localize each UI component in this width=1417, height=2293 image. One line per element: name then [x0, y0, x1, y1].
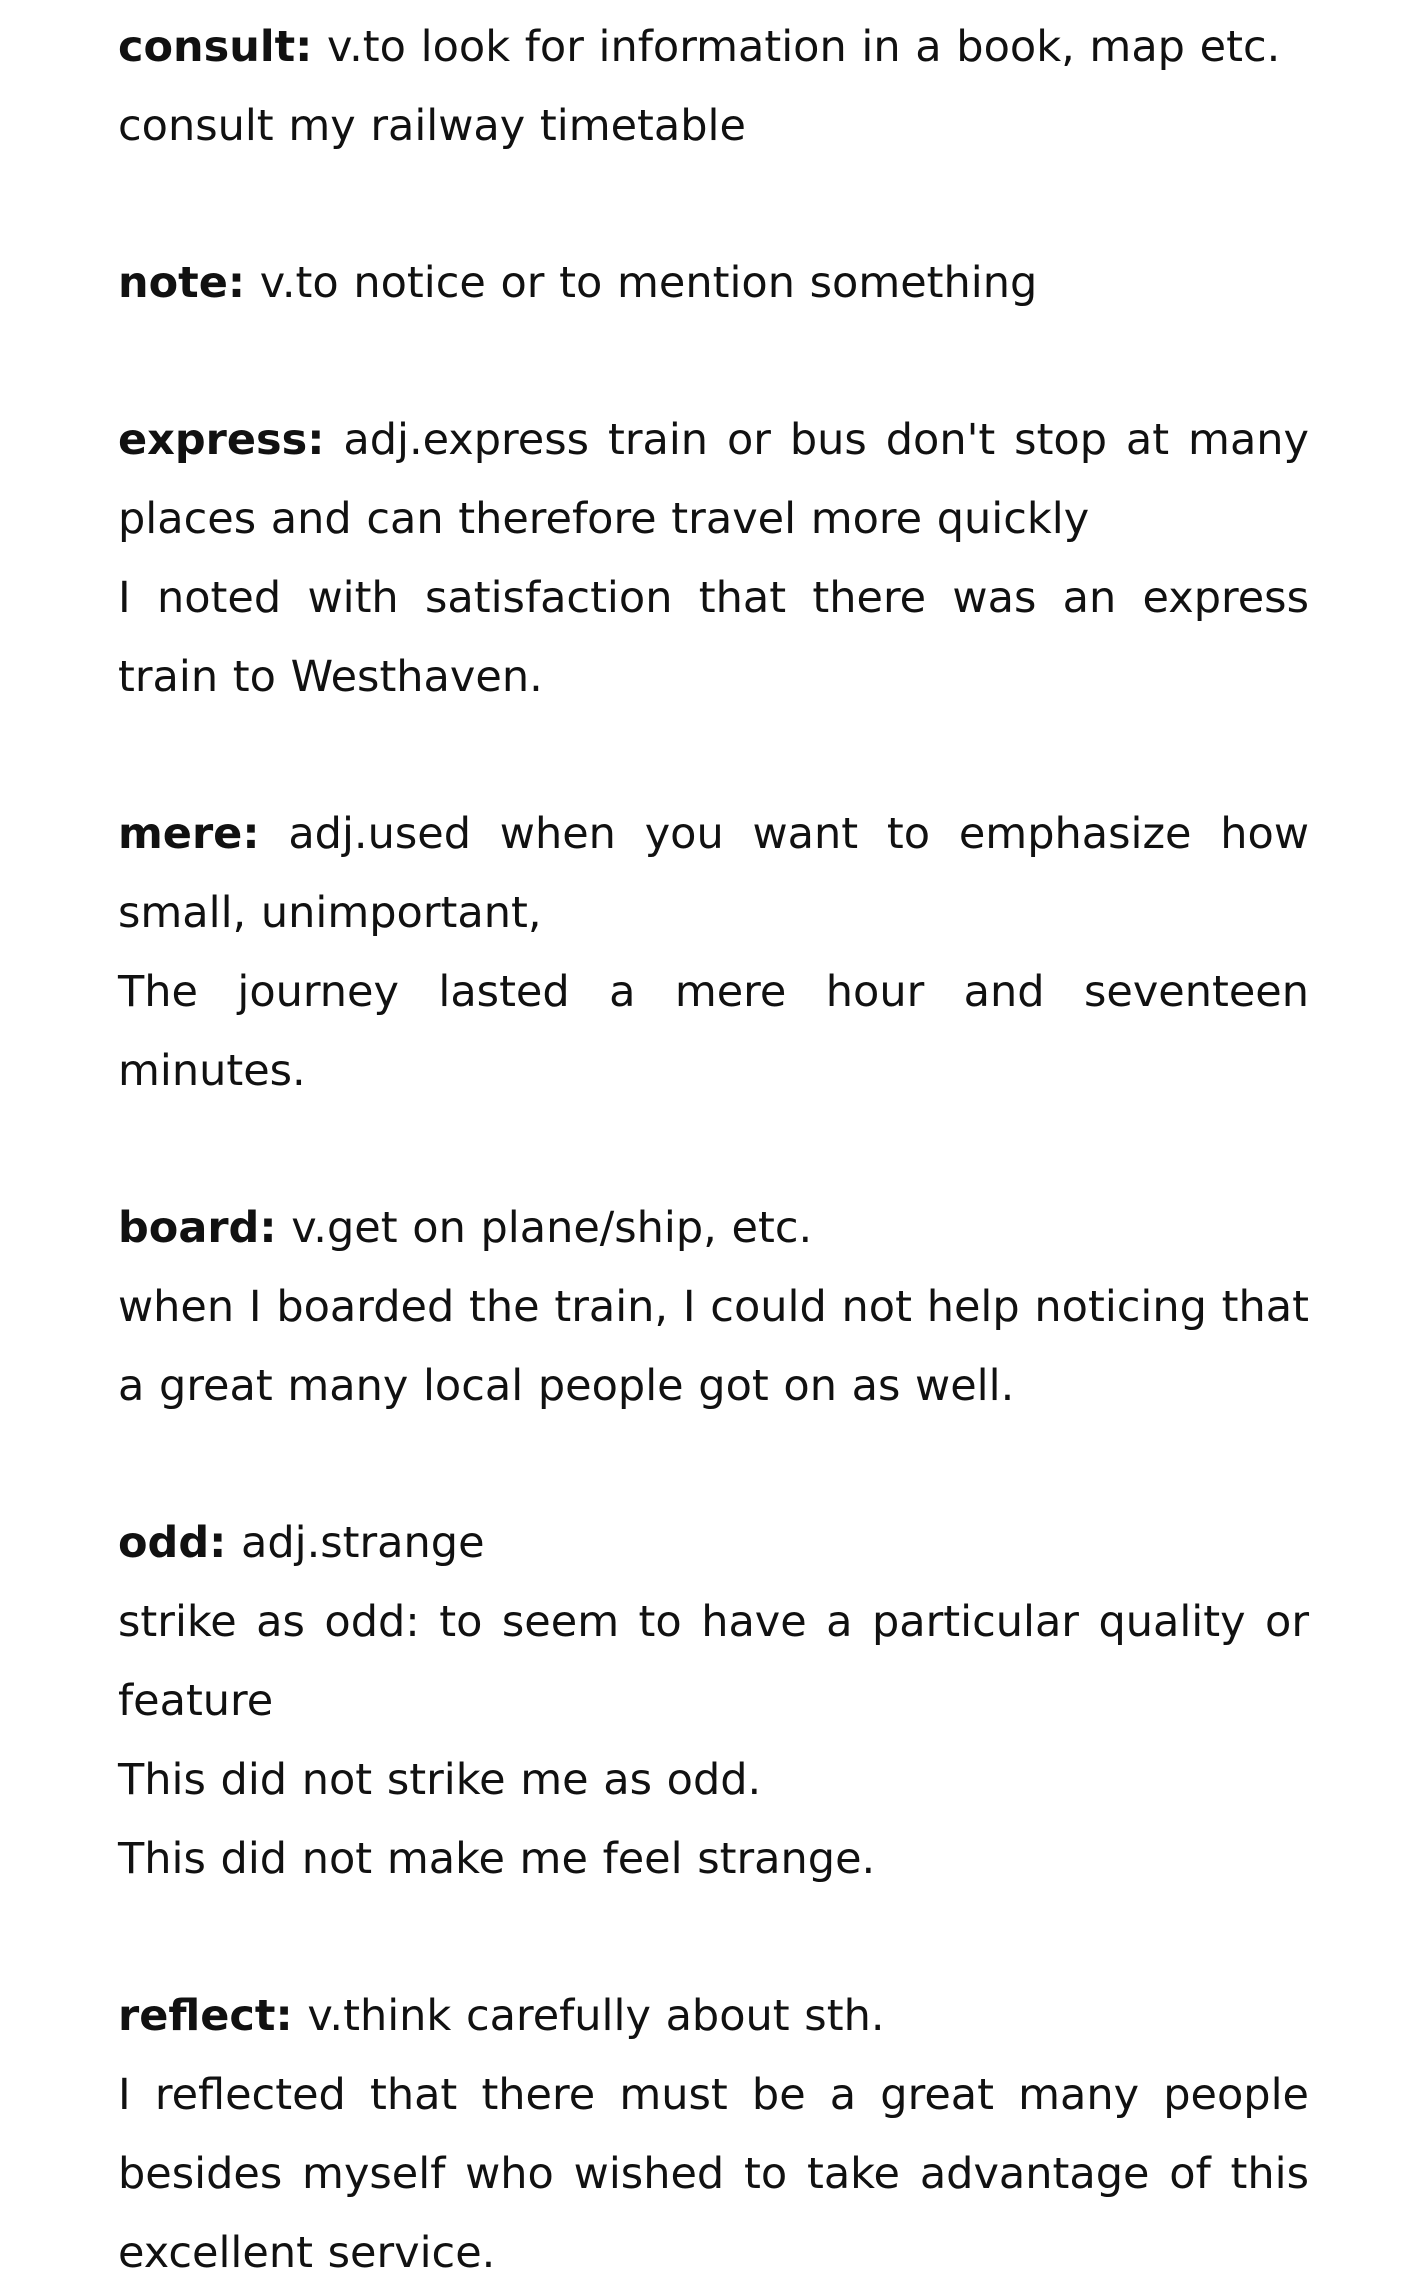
- example-sentence: I noted with satisfaction that there was an express train to Westhaven.: [118, 573, 1309, 702]
- entry-consult: [118, 8, 1309, 166]
- definition: adj.strange: [226, 1518, 485, 1568]
- definition-line: [118, 401, 1309, 559]
- example-sentence: The journey lasted a mere hour and seventeen minutes.: [118, 967, 1309, 1096]
- definition: adj.express train or bus don't stop at many places and can therefore travel more quickly: [118, 415, 1309, 544]
- example-sentence: when I boarded the train, I could not help noticing that a great many local people got on as well.: [118, 1282, 1309, 1411]
- example-sentence: I reflected that there must be a great many people besides myself who wished to take advantage of this excellent service.: [118, 2070, 1309, 2278]
- term: note:: [118, 258, 246, 308]
- definition-line: [118, 795, 1309, 953]
- entry-mere: [118, 795, 1309, 1111]
- definition-line: [118, 8, 1309, 87]
- term: reflect:: [118, 1991, 293, 2041]
- example-sentence: consult my railway timetable: [118, 101, 746, 151]
- definition-line: [118, 1977, 1309, 2056]
- term: express:: [118, 415, 325, 465]
- definition: adj.used when you want to emphasize how small, unimportant,: [118, 809, 1309, 938]
- example-sentence: This did not make me feel strange.: [118, 1834, 876, 1884]
- definition: v.think carefully about sth.: [292, 1991, 885, 2041]
- definition: v.to notice or to mention something: [245, 258, 1038, 308]
- definition: v.get on plane/ship, etc.: [276, 1203, 813, 1253]
- entry-express: [118, 401, 1309, 717]
- example-sentence: This did not strike me as odd.: [118, 1755, 762, 1805]
- definition-line: [118, 1189, 1309, 1268]
- term: odd:: [118, 1518, 227, 1568]
- term: board:: [118, 1203, 277, 1253]
- definition-line: [118, 1504, 1309, 1583]
- term: mere:: [118, 809, 260, 859]
- entry-note: [118, 244, 1309, 323]
- entry-odd: [118, 1504, 1309, 1899]
- entry-board: [118, 1189, 1309, 1426]
- term: consult:: [118, 22, 313, 72]
- phrase-definition: strike as odd: to seem to have a particular quality or feature: [118, 1597, 1309, 1726]
- entry-reflect: [118, 1977, 1309, 2293]
- definition: v.to look for information in a book, map etc.: [312, 22, 1281, 72]
- definition-line: [118, 244, 1309, 323]
